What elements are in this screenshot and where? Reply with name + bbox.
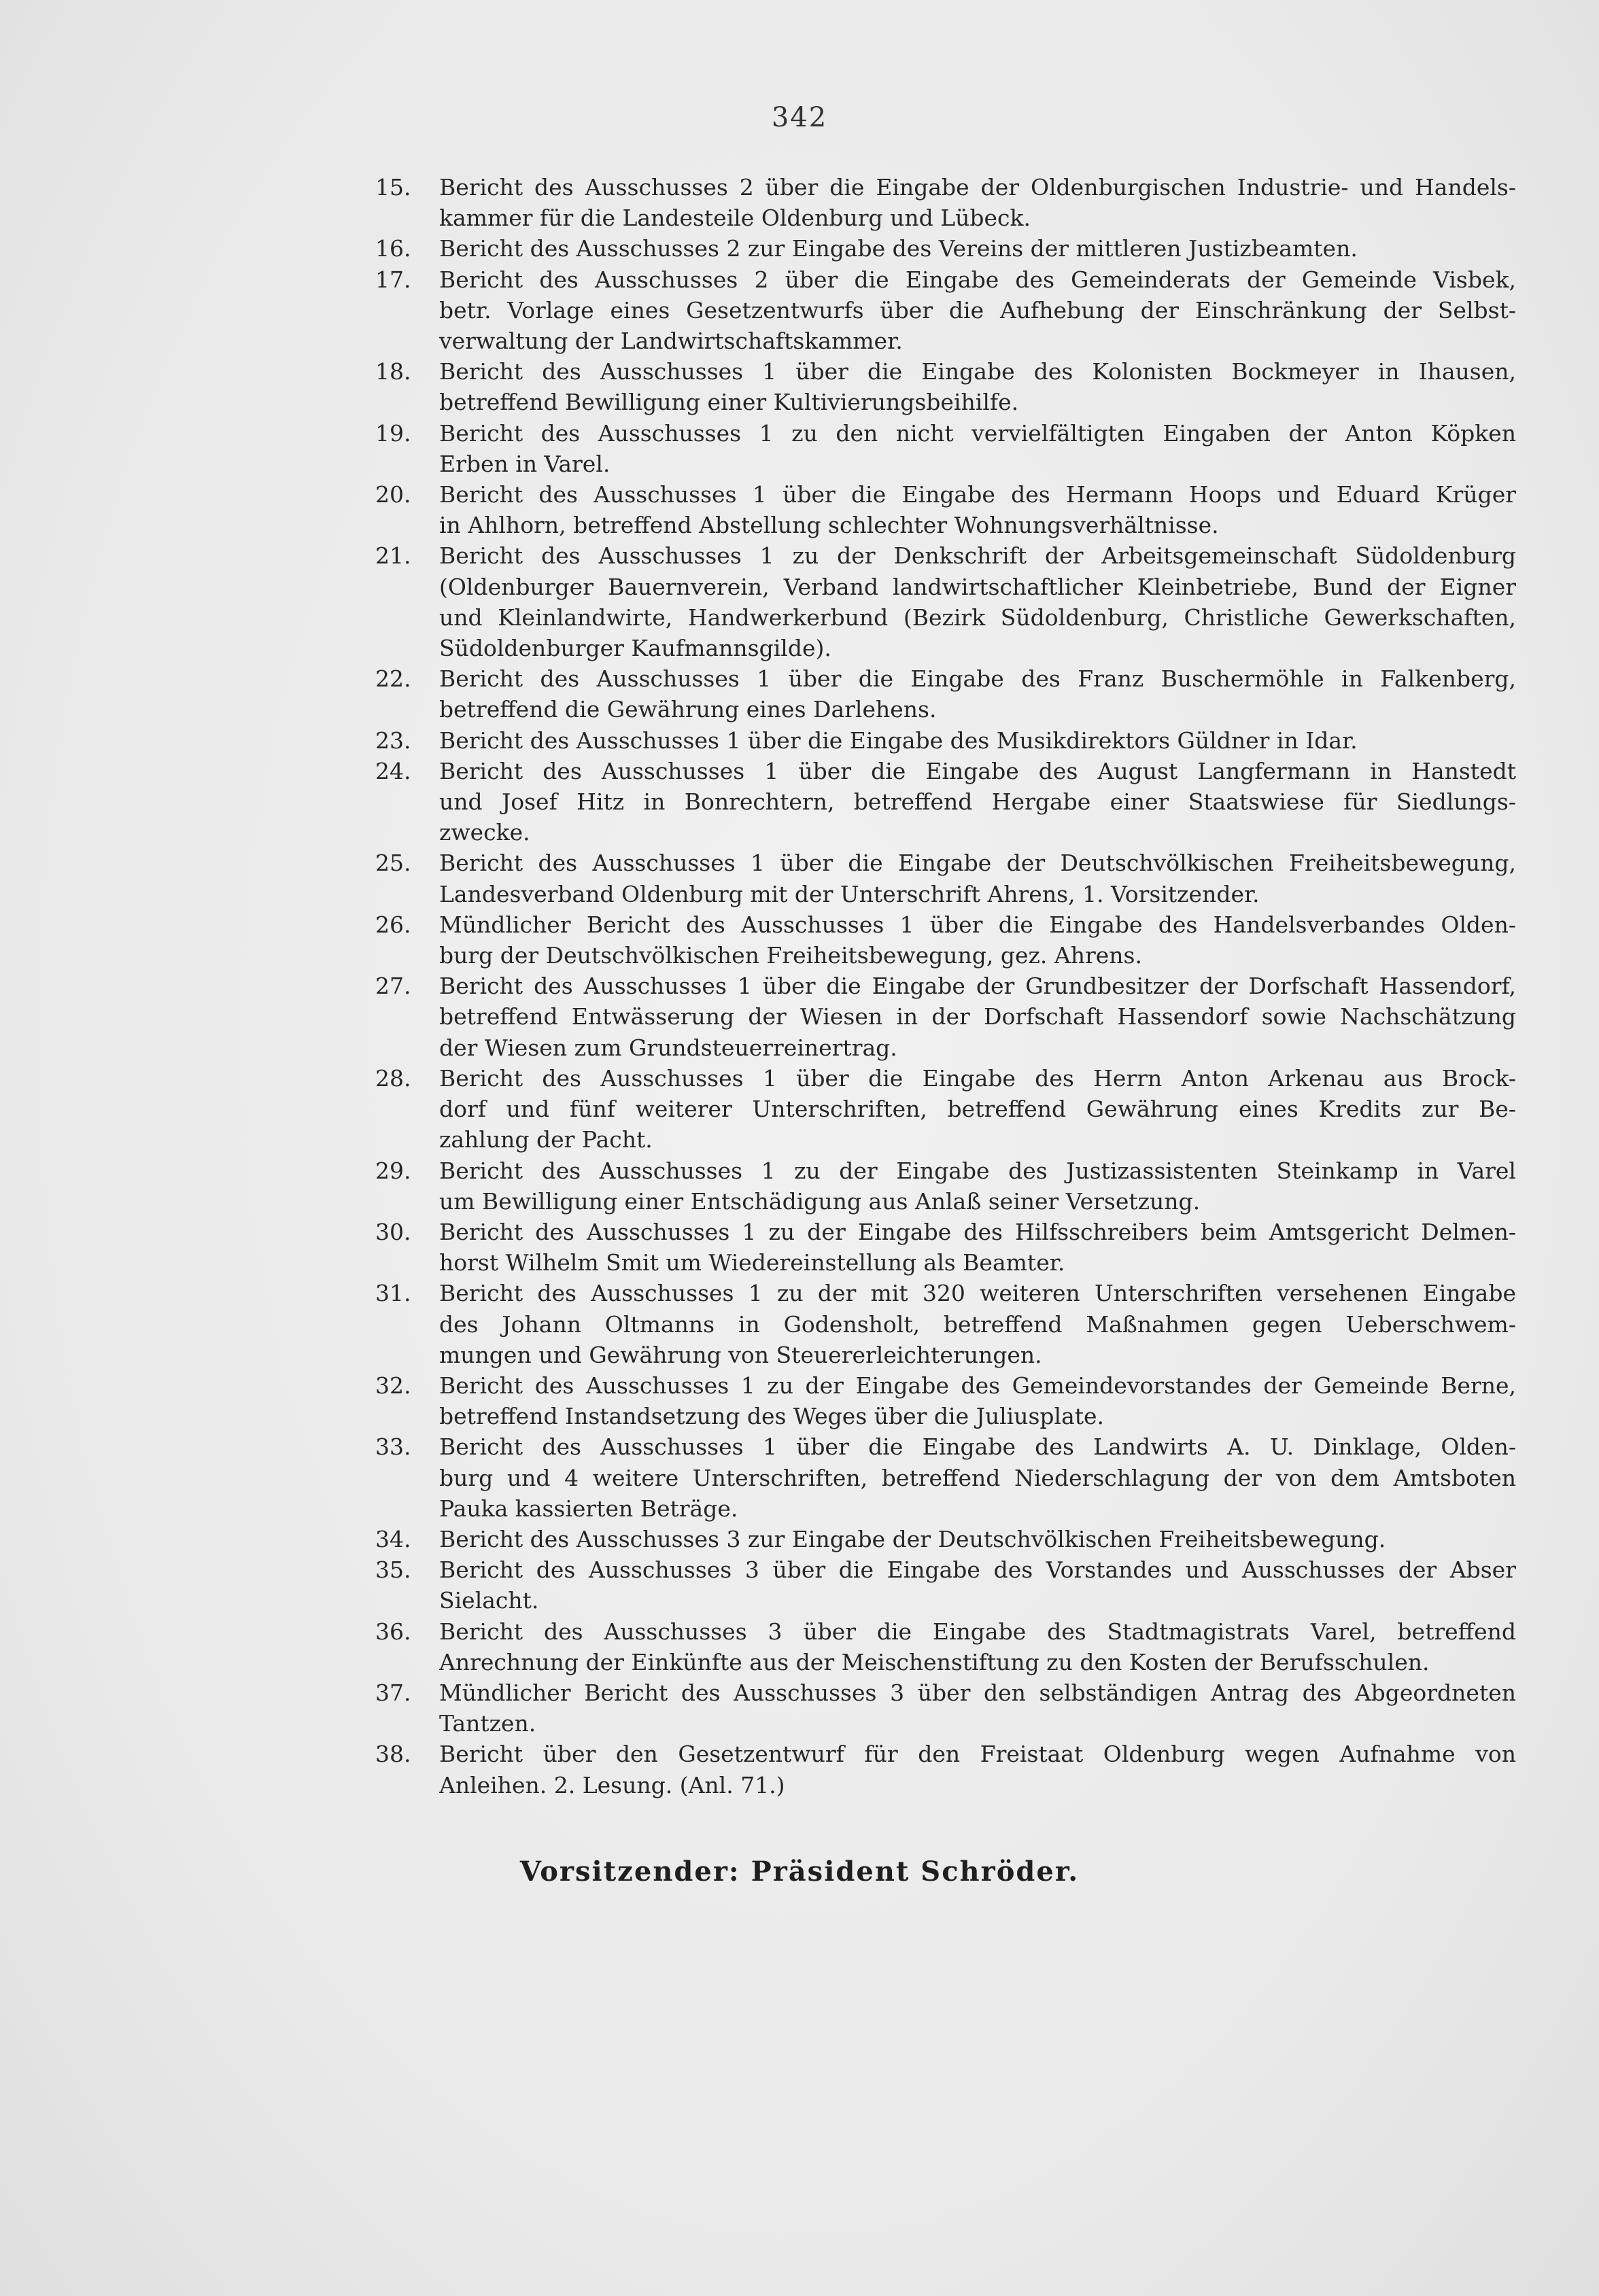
agenda-item-text (439, 1217, 1516, 1278)
agenda-item-number: 36. (375, 1618, 411, 1645)
agenda-item-text (439, 264, 1516, 357)
agenda-item-text (439, 356, 1516, 417)
text-line: Bericht des Ausschusses 2 über die Eingabe des Gemeinderats der Gemeinde Visbek, (439, 266, 1516, 293)
agenda-item (0, 172, 1599, 233)
text-line: Bericht des Ausschusses 1 über die Eingabe des Hermann Hoops und Eduard Krüger (439, 481, 1516, 508)
chairman-line: Vorsitzender: Präsident Schröder. (519, 1856, 1080, 1888)
text-line: (Oldenburger Bauernverein, Verband landwirtschaftlicher Kleinbetriebe, Bund der Eigner (439, 573, 1516, 600)
agenda-item (0, 1431, 1599, 1524)
text-line: burg der Deutschvölkischen Freiheitsbewegung, gez. Ahrens. (439, 942, 1142, 969)
text-line: des Johann Oltmanns in Godensholt, betreffend Maßnahmen gegen Ueberschwem- (439, 1310, 1516, 1338)
text-line: in Ahlhorn, betreffend Abstellung schlechter Wohnungsverhältnisse. (439, 512, 1219, 539)
text-line: um Bewilligung einer Entschädigung aus Anlaß seiner Versetzung. (439, 1187, 1201, 1215)
text-line: Anleihen. 2. Lesung. (Anl. 71.) (439, 1771, 785, 1798)
agenda-item-text (439, 756, 1516, 848)
agenda-item-number: 20. (375, 481, 411, 508)
text-line: mungen und Gewährung von Steuererleichterungen. (439, 1341, 1042, 1368)
text-line: kammer für die Landesteile Oldenburg und Lübeck. (439, 205, 1031, 232)
agenda-item-number: 33. (375, 1433, 411, 1461)
text-line: betreffend Instandsetzung des Weges über die Juliusplate. (439, 1403, 1105, 1430)
agenda-item (0, 909, 1599, 971)
text-line: Bericht des Ausschusses 1 zu der Eingabe des Gemeindevorstandes der Gemeinde Berne, (439, 1372, 1516, 1399)
agenda-item-number: 17. (375, 266, 411, 293)
text-line: Bericht des Ausschusses 1 zu der Denkschrift der Arbeitsgemeinschaft Südoldenburg (439, 542, 1516, 570)
agenda-item-number: 31. (375, 1280, 411, 1307)
agenda-item-text (439, 1155, 1516, 1217)
text-line: Bericht des Ausschusses 3 zur Eingabe der Deutschvölkischen Freiheitsbewegung. (439, 1525, 1386, 1552)
text-line: Erben in Varel. (439, 450, 611, 477)
agenda-item-text (439, 172, 1516, 233)
agenda-item-text (439, 1063, 1516, 1155)
agenda-item (0, 479, 1599, 540)
agenda-item-number: 19. (375, 419, 411, 447)
text-line: betr. Vorlage eines Gesetzentwurfs über die Aufhebung der Einschränkung der Selbst- (439, 296, 1516, 324)
text-line: Bericht des Ausschusses 3 über die Eingabe des Vorstandes und Ausschusses der Abser (439, 1556, 1516, 1584)
agenda-item-number: 26. (375, 911, 411, 938)
agenda-list (0, 172, 1599, 1801)
text-line: Mündlicher Bericht des Ausschusses 1 über die Eingabe des Handelsverbandes Olden- (439, 911, 1516, 938)
agenda-item (0, 1524, 1599, 1554)
agenda-item-number: 22. (375, 665, 411, 693)
page-number: 342 (771, 102, 828, 133)
agenda-item-text (439, 1739, 1516, 1800)
text-line: Bericht des Ausschusses 2 zur Eingabe des Vereins der mittleren Justizbeamten. (439, 235, 1358, 262)
agenda-item-number: 35. (375, 1556, 411, 1584)
agenda-item-number: 34. (375, 1525, 411, 1552)
agenda-item (0, 418, 1599, 479)
agenda-item-number: 18. (375, 358, 411, 385)
agenda-item-number: 21. (375, 542, 411, 570)
text-line: Bericht des Ausschusses 1 über die Eingabe der Deutschvölkischen Freiheitsbewegung, (439, 850, 1516, 877)
text-line: betreffend Entwässerung der Wiesen in der Dorfschaft Hassendorf sowie Nachschätzung (439, 1003, 1516, 1030)
agenda-item-text (439, 1278, 1516, 1370)
agenda-item-text (439, 1524, 1516, 1554)
agenda-item (0, 1677, 1599, 1739)
agenda-item-number: 28. (375, 1064, 411, 1092)
agenda-item (0, 725, 1599, 756)
text-line: Bericht des Ausschusses 1 über die Eingabe der Grundbesitzer der Dorfschaft Hassendorf, (439, 973, 1516, 1000)
text-line: Mündlicher Bericht des Ausschusses 3 über den selbständigen Antrag des Abgeordneten (439, 1679, 1516, 1706)
text-line: burg und 4 weitere Unterschriften, betreffend Niederschlagung der von dem Amtsboten (439, 1464, 1516, 1491)
text-line: Bericht des Ausschusses 1 zu der Eingabe des Justizassistenten Steinkamp in Varel (439, 1157, 1516, 1184)
text-line: horst Wilhelm Smit um Wiedereinstellung als Beamter. (439, 1249, 1065, 1276)
agenda-item (0, 1063, 1599, 1155)
text-line: dorf und fünf weiterer Unterschriften, betreffend Gewährung eines Kredits zur Be- (439, 1096, 1516, 1123)
text-line: Bericht des Ausschusses 1 über die Eingabe des Franz Buschermöhle in Falkenberg, (439, 665, 1516, 693)
text-line: Bericht des Ausschusses 1 zu den nicht vervielfältigten Eingaben der Anton Köpken (439, 419, 1516, 447)
text-line: Pauka kassierten Beträge. (439, 1495, 738, 1522)
agenda-item-number: 38. (375, 1741, 411, 1768)
text-line: und Josef Hitz in Bonrechtern, betreffend Hergabe einer Staatswiese für Siedlungs- (439, 788, 1516, 816)
agenda-item (0, 264, 1599, 357)
text-line: und Kleinlandwirte, Handwerkerbund (Bezirk Südoldenburg, Christliche Gewerkschaften, (439, 604, 1516, 631)
agenda-item (0, 971, 1599, 1063)
text-line: Bericht des Ausschusses 3 über die Eingabe des Stadtmagistrats Varel, betreffend (439, 1618, 1516, 1645)
agenda-item-text (439, 848, 1516, 909)
text-line: betreffend die Gewährung eines Darlehens. (439, 696, 937, 723)
agenda-item-text (439, 725, 1516, 756)
text-line: Bericht des Ausschusses 1 über die Eingabe des Kolonisten Bockmeyer in Ihausen, (439, 358, 1516, 385)
text-line: Bericht des Ausschusses 1 zu der mit 320 weiteren Unterschriften versehenen Eingabe (439, 1280, 1516, 1307)
text-line: zwecke. (439, 819, 530, 846)
agenda-item (0, 233, 1599, 264)
text-line: Bericht über den Gesetzentwurf für den Freistaat Oldenburg wegen Aufnahme von (439, 1741, 1516, 1768)
text-line: Landesverband Oldenburg mit der Unterschrift Ahrens, 1. Vorsitzender. (439, 880, 1260, 907)
agenda-item-text (439, 540, 1516, 663)
text-line: betreffend Bewilligung einer Kultivierungsbeihilfe. (439, 389, 1019, 416)
text-line: Südoldenburger Kaufmannsgilde). (439, 635, 831, 662)
agenda-item (0, 1554, 1599, 1616)
agenda-item-text (439, 1554, 1516, 1616)
agenda-item-text (439, 1616, 1516, 1677)
agenda-item-text (439, 418, 1516, 479)
agenda-item-text (439, 1431, 1516, 1524)
agenda-item (0, 356, 1599, 417)
text-line: Bericht des Ausschusses 1 über die Eingabe des Landwirts A. U. Dinklage, Olden- (439, 1433, 1516, 1461)
agenda-item (0, 663, 1599, 725)
agenda-item-number: 15. (375, 174, 411, 201)
agenda-item-text (439, 1677, 1516, 1739)
agenda-item-number: 25. (375, 850, 411, 877)
text-line: Anrechnung der Einkünfte aus der Meischenstiftung zu den Kosten der Berufsschulen. (439, 1648, 1430, 1675)
agenda-item-text (439, 971, 1516, 1063)
agenda-item (0, 1739, 1599, 1800)
text-line: Bericht des Ausschusses 1 zu der Eingabe des Hilfsschreibers beim Amtsgericht Delmen- (439, 1218, 1516, 1245)
agenda-item-text (439, 479, 1516, 540)
text-line: der Wiesen zum Grundsteuerreinertrag. (439, 1034, 897, 1061)
agenda-item-text (439, 233, 1516, 264)
agenda-item (0, 1217, 1599, 1278)
text-line: Bericht des Ausschusses 1 über die Eingabe des Herrn Anton Arkenau aus Brock- (439, 1064, 1516, 1092)
agenda-item-number: 27. (375, 973, 411, 1000)
agenda-item-text (439, 663, 1516, 725)
agenda-item (0, 756, 1599, 848)
agenda-item-number: 32. (375, 1372, 411, 1399)
text-line: Bericht des Ausschusses 2 über die Eingabe der Oldenburgischen Industrie- und Handels- (439, 174, 1516, 201)
agenda-item-number: 29. (375, 1157, 411, 1184)
text-line: zahlung der Pacht. (439, 1126, 653, 1153)
text-line: Tantzen. (439, 1710, 536, 1737)
agenda-item (0, 848, 1599, 909)
agenda-item-number: 30. (375, 1218, 411, 1245)
text-line: Bericht des Ausschusses 1 über die Eingabe des Musikdirektors Güldner in Idar. (439, 727, 1358, 754)
agenda-item-text (439, 1370, 1516, 1431)
agenda-item (0, 540, 1599, 663)
agenda-item-number: 24. (375, 757, 411, 784)
text-line: verwaltung der Landwirtschaftskammer. (439, 328, 903, 355)
agenda-item-text (439, 909, 1516, 971)
agenda-item (0, 1370, 1599, 1431)
text-line: Bericht des Ausschusses 1 über die Eingabe des August Langfermann in Hanstedt (439, 757, 1516, 784)
agenda-item (0, 1155, 1599, 1217)
agenda-item (0, 1278, 1599, 1370)
agenda-item-number: 16. (375, 235, 411, 262)
text-line: Sielacht. (439, 1587, 539, 1614)
agenda-item-number: 23. (375, 727, 411, 754)
agenda-item (0, 1616, 1599, 1677)
agenda-item-number: 37. (375, 1679, 411, 1706)
